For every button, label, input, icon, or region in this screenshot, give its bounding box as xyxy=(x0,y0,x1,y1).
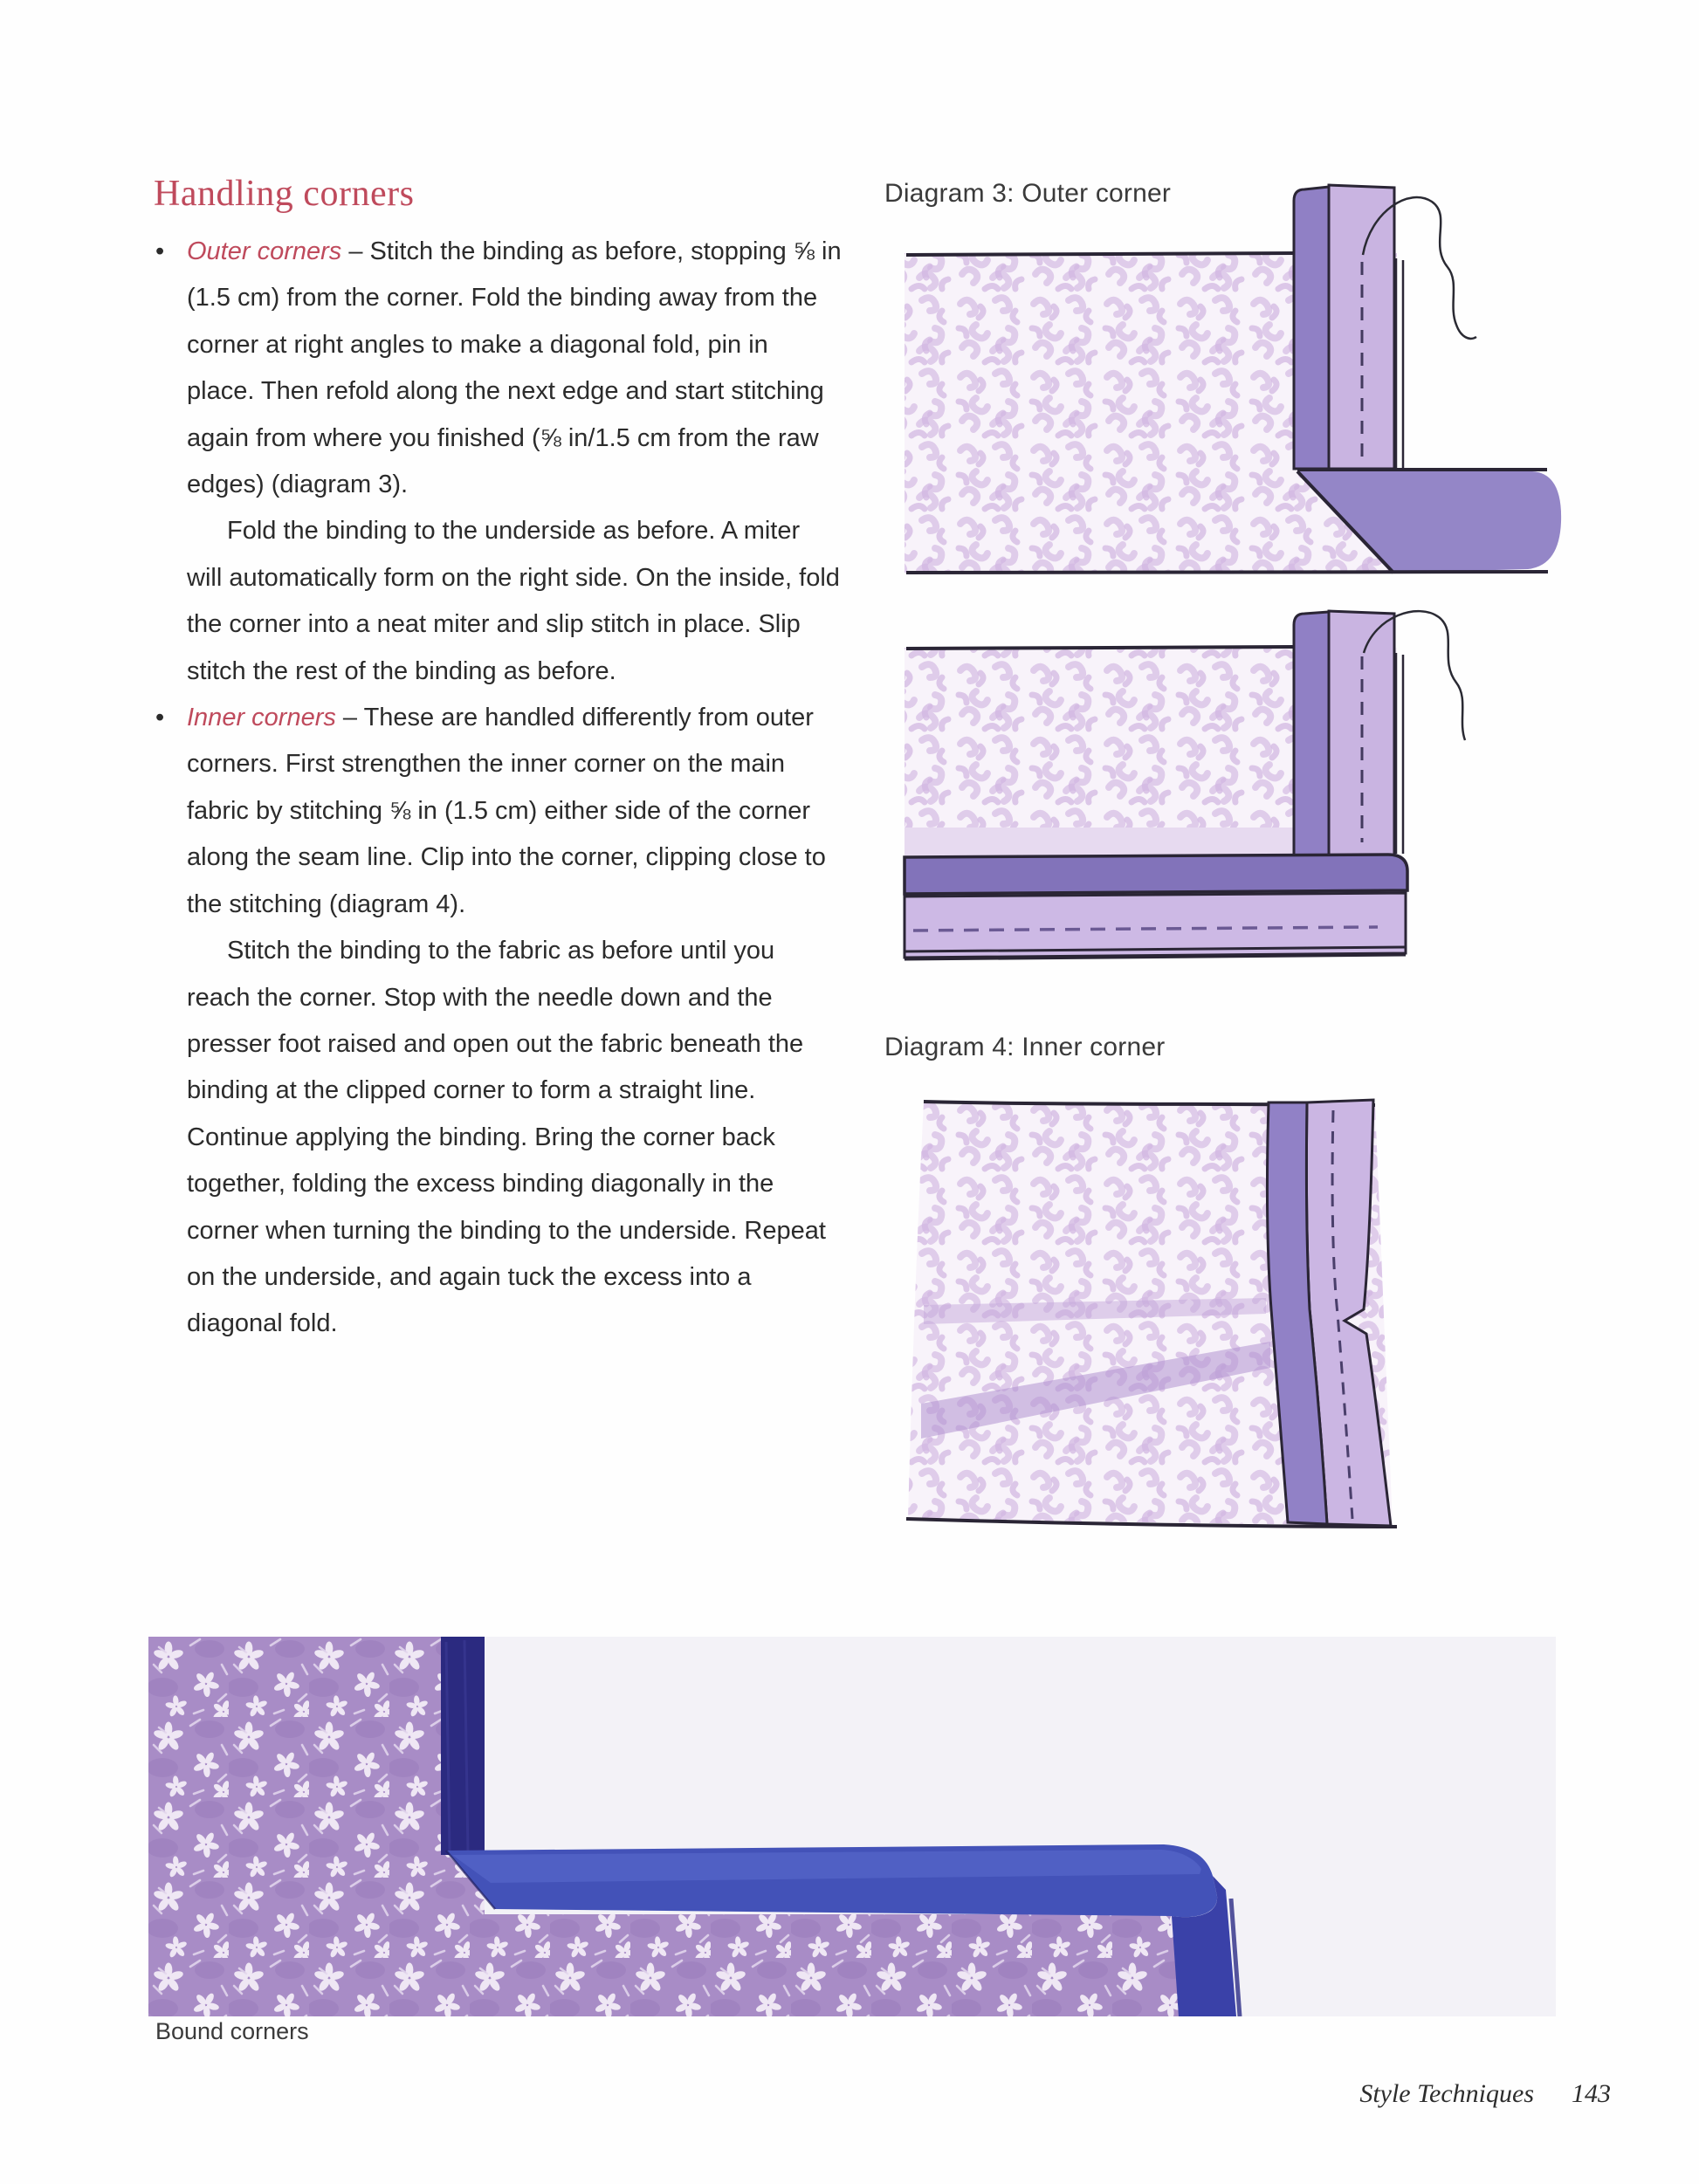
footer-page-number: 143 xyxy=(1572,2079,1611,2108)
inner-corners-paragraph2: Stitch the binding to the fabric as before until you reach the corner. Stop with the needle down and the presser foot raised and open out the fabric beneath the binding at the clipped corner to form a straight line. Continue applying the binding. Bring the corner back together, folding the excess binding diagonally in the corner when turning the binding to the underside. Repeat on the underside, and again tuck the excess into a diagonal fold. xyxy=(187,937,826,1338)
inner-corners-paragraph xyxy=(187,695,842,928)
bullet-dot: • xyxy=(155,237,165,265)
bullet-outer-corners xyxy=(154,229,842,695)
outer-corners-paragraph2: Fold the binding to the underside as before. A miter will automatically form on the right side. On the inside, fold the corner into a neat miter and slip stitch in place. Slip stitch the rest of the binding as before. xyxy=(187,517,840,685)
bullet-inner-corners xyxy=(154,695,842,1348)
page-title: Handling corners xyxy=(154,174,415,214)
inner-corners-text: – These are handled differently from outer corners. First strengthen the inner corner on the main fabric by stitching ⅝ in (1.5 cm) either side of the corner along the seam line. Clip into the corner, clipping close to the stitching (diagram 4). xyxy=(187,704,826,918)
diagram3-label: Diagram 3: Outer corner xyxy=(884,179,1172,208)
outer-corners-text: – Stitch the binding as before, stopping ⅝ in (1.5 cm) from the corner. Fold the binding away from the corner at right angles to make a diagonal fold, pin in place. Then refold along the next edge and start stitching again from where you finished (⅝ in/1.5 cm from the raw edges) (diagram 3). xyxy=(187,237,842,499)
inner-corners-lead: Inner corners xyxy=(187,704,336,732)
diagram4-label: Diagram 4: Inner corner xyxy=(884,1033,1166,1061)
bullet-dot: • xyxy=(155,704,165,732)
diagram4-inner-corner xyxy=(904,1091,1427,1545)
bound-corners-photo xyxy=(148,1637,1556,2016)
outer-corners-paragraph xyxy=(187,229,842,508)
outer-corners-lead: Outer corners xyxy=(187,237,342,265)
diagram3-outer-corner-step1 xyxy=(899,175,1589,585)
footer-section-title: Style Techniques xyxy=(1359,2079,1534,2108)
page-footer xyxy=(1359,2079,1611,2109)
photo-caption: Bound corners xyxy=(155,2018,309,2044)
diagram3-outer-corner-step2 xyxy=(899,598,1589,973)
body-text xyxy=(154,229,842,1348)
